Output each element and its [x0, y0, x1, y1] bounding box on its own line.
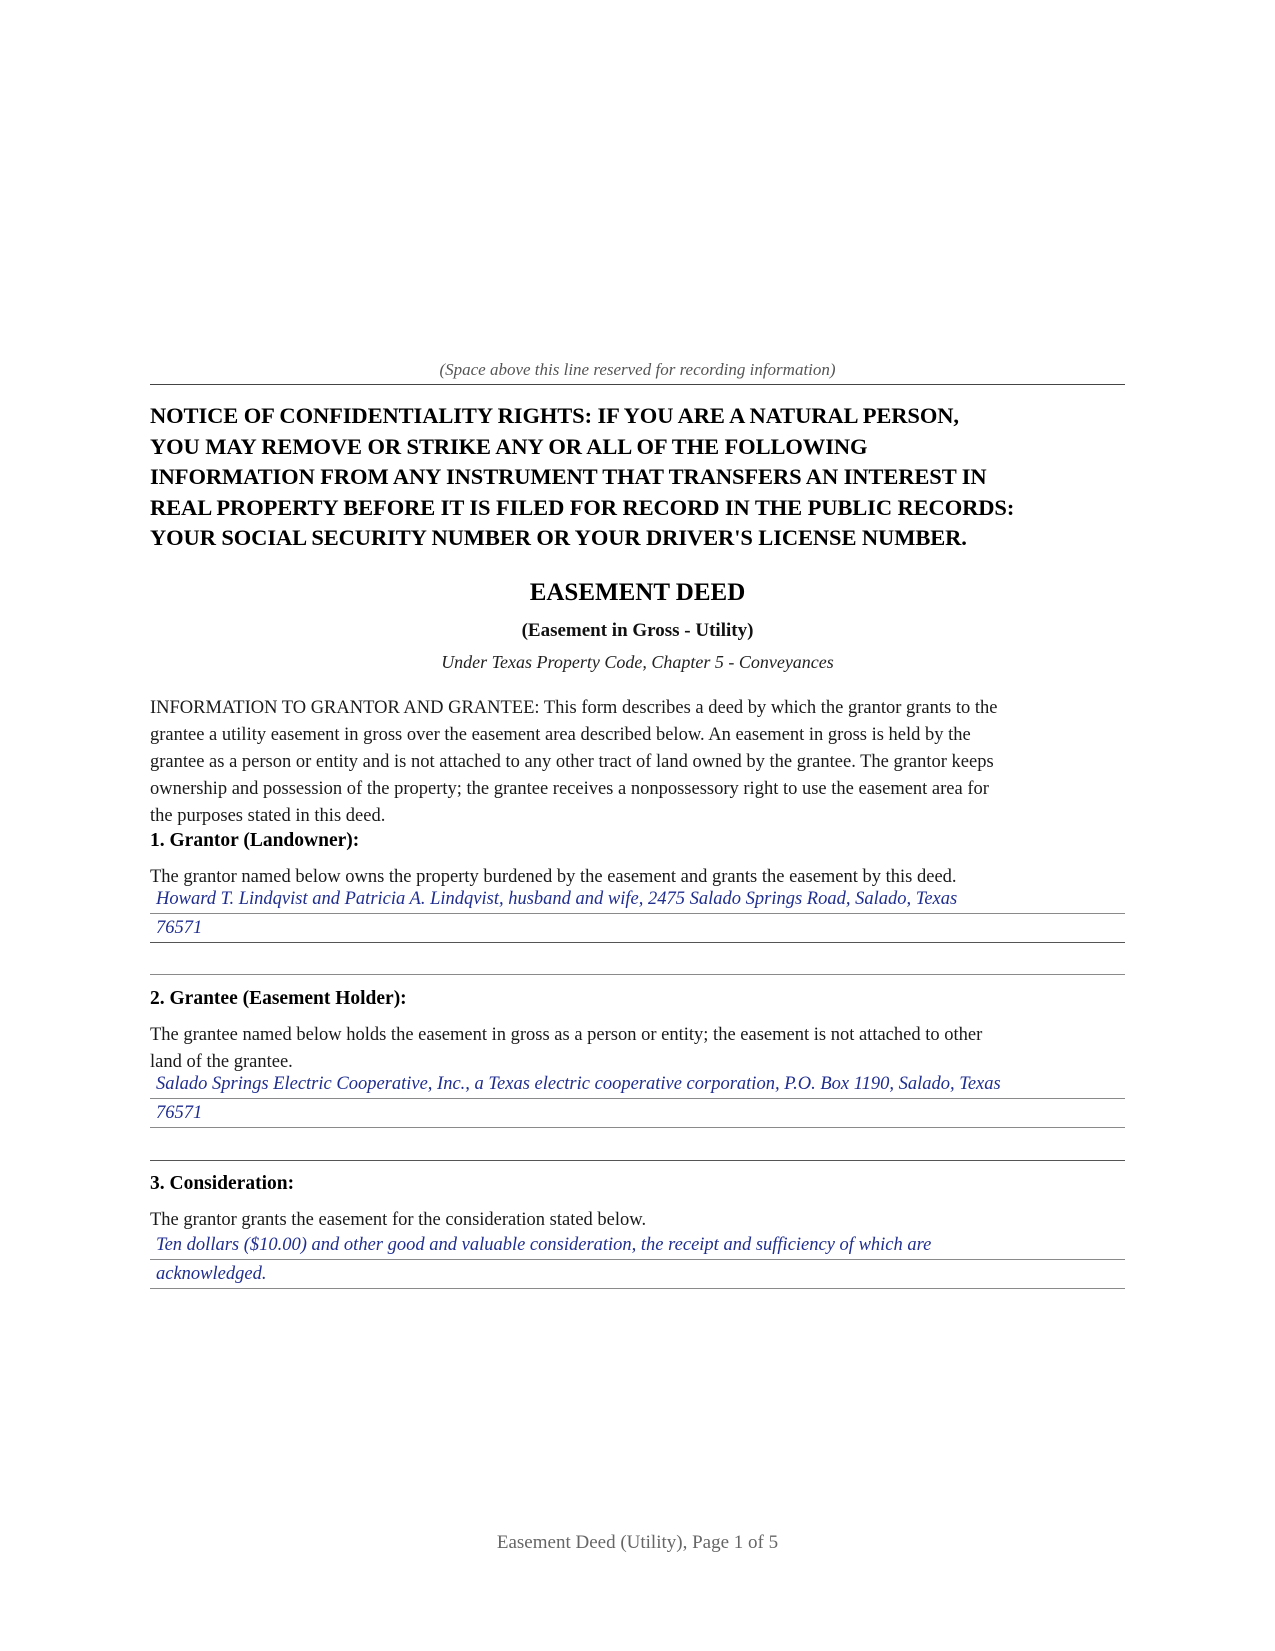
section-divider [150, 974, 1125, 975]
information-paragraph [150, 695, 1125, 830]
notice-line: YOUR SOCIAL SECURITY NUMBER OR YOUR DRIVER'S LICENSE NUMBER. [150, 525, 967, 550]
grantor-text-line: The grantor named below owns the property burdened by the easement and grants the easement by this deed. [150, 867, 957, 887]
grantee-fill-line[interactable]: 76571 [150, 1099, 1125, 1128]
grantor-fill-line[interactable]: 76571 [150, 914, 1125, 943]
consideration-heading: 3. Consideration: [150, 1173, 295, 1194]
recording-space-note: (Space above this line reserved for recording information) [150, 360, 1125, 385]
consideration-fill-field[interactable] [150, 1231, 1125, 1289]
grantee-fill-line[interactable]: Salado Springs Electric Cooperative, Inc., a Texas electric cooperative corporation, P.O. Box 1190, Salado, Texas [150, 1070, 1125, 1099]
confidentiality-notice [150, 401, 1125, 554]
consideration-description [150, 1207, 1125, 1234]
page-footer: Easement Deed (Utility), Page 1 of 5 [496, 1532, 779, 1553]
info-line: grantee as a person or entity and is not attached to any other tract of land owned by the grantee. The grantor keeps [150, 752, 994, 772]
consideration-fill-line[interactable]: acknowledged. [150, 1260, 1125, 1289]
grantee-description [150, 1022, 1125, 1076]
info-line: grantee a utility easement in gross over the easement area described below. An easement in gross is held by the [150, 725, 971, 745]
notice-line: INFORMATION FROM ANY INSTRUMENT THAT TRANSFERS AN INTEREST IN [150, 464, 987, 489]
section-divider [150, 1160, 1125, 1161]
grantor-heading: 1. Grantor (Landowner): [150, 830, 360, 851]
info-line: INFORMATION TO GRANTOR AND GRANTEE: This form describes a deed by which the grantor grants to the [150, 698, 998, 718]
grantor-fill-line[interactable]: Howard T. Lindqvist and Patricia A. Lindqvist, husband and wife, 2475 Salado Springs Road, Salado, Texas [150, 885, 1125, 914]
document-subtitle: (Easement in Gross - Utility) [521, 620, 754, 641]
grantee-fill-field[interactable] [150, 1070, 1125, 1128]
consideration-fill-line[interactable]: Ten dollars ($10.00) and other good and valuable consideration, the receipt and sufficiency of which are [150, 1231, 1125, 1260]
info-line: ownership and possession of the property; the grantee receives a nonpossessory right to use the easement area for [150, 779, 989, 799]
notice-line: NOTICE OF CONFIDENTIALITY RIGHTS: IF YOU ARE A NATURAL PERSON, [150, 403, 959, 428]
grantee-heading: 2. Grantee (Easement Holder): [150, 988, 407, 1009]
consideration-text-line: The grantor grants the easement for the consideration stated below. [150, 1210, 647, 1230]
info-line: the purposes stated in this deed. [150, 806, 386, 826]
grantor-fill-field[interactable] [150, 885, 1125, 943]
statutory-authority: Under Texas Property Code, Chapter 5 - Conveyances [441, 652, 834, 672]
grantee-text-line: The grantee named below holds the easement in gross as a person or entity; the easement is not attached to other [150, 1025, 983, 1045]
notice-line: REAL PROPERTY BEFORE IT IS FILED FOR RECORD IN THE PUBLIC RECORDS: [150, 494, 1015, 520]
grantee-text-line: land of the grantee. [150, 1052, 293, 1072]
notice-line: YOU MAY REMOVE OR STRIKE ANY OR ALL OF THE FOLLOWING [150, 433, 868, 459]
document-title: EASEMENT DEED [529, 579, 746, 606]
